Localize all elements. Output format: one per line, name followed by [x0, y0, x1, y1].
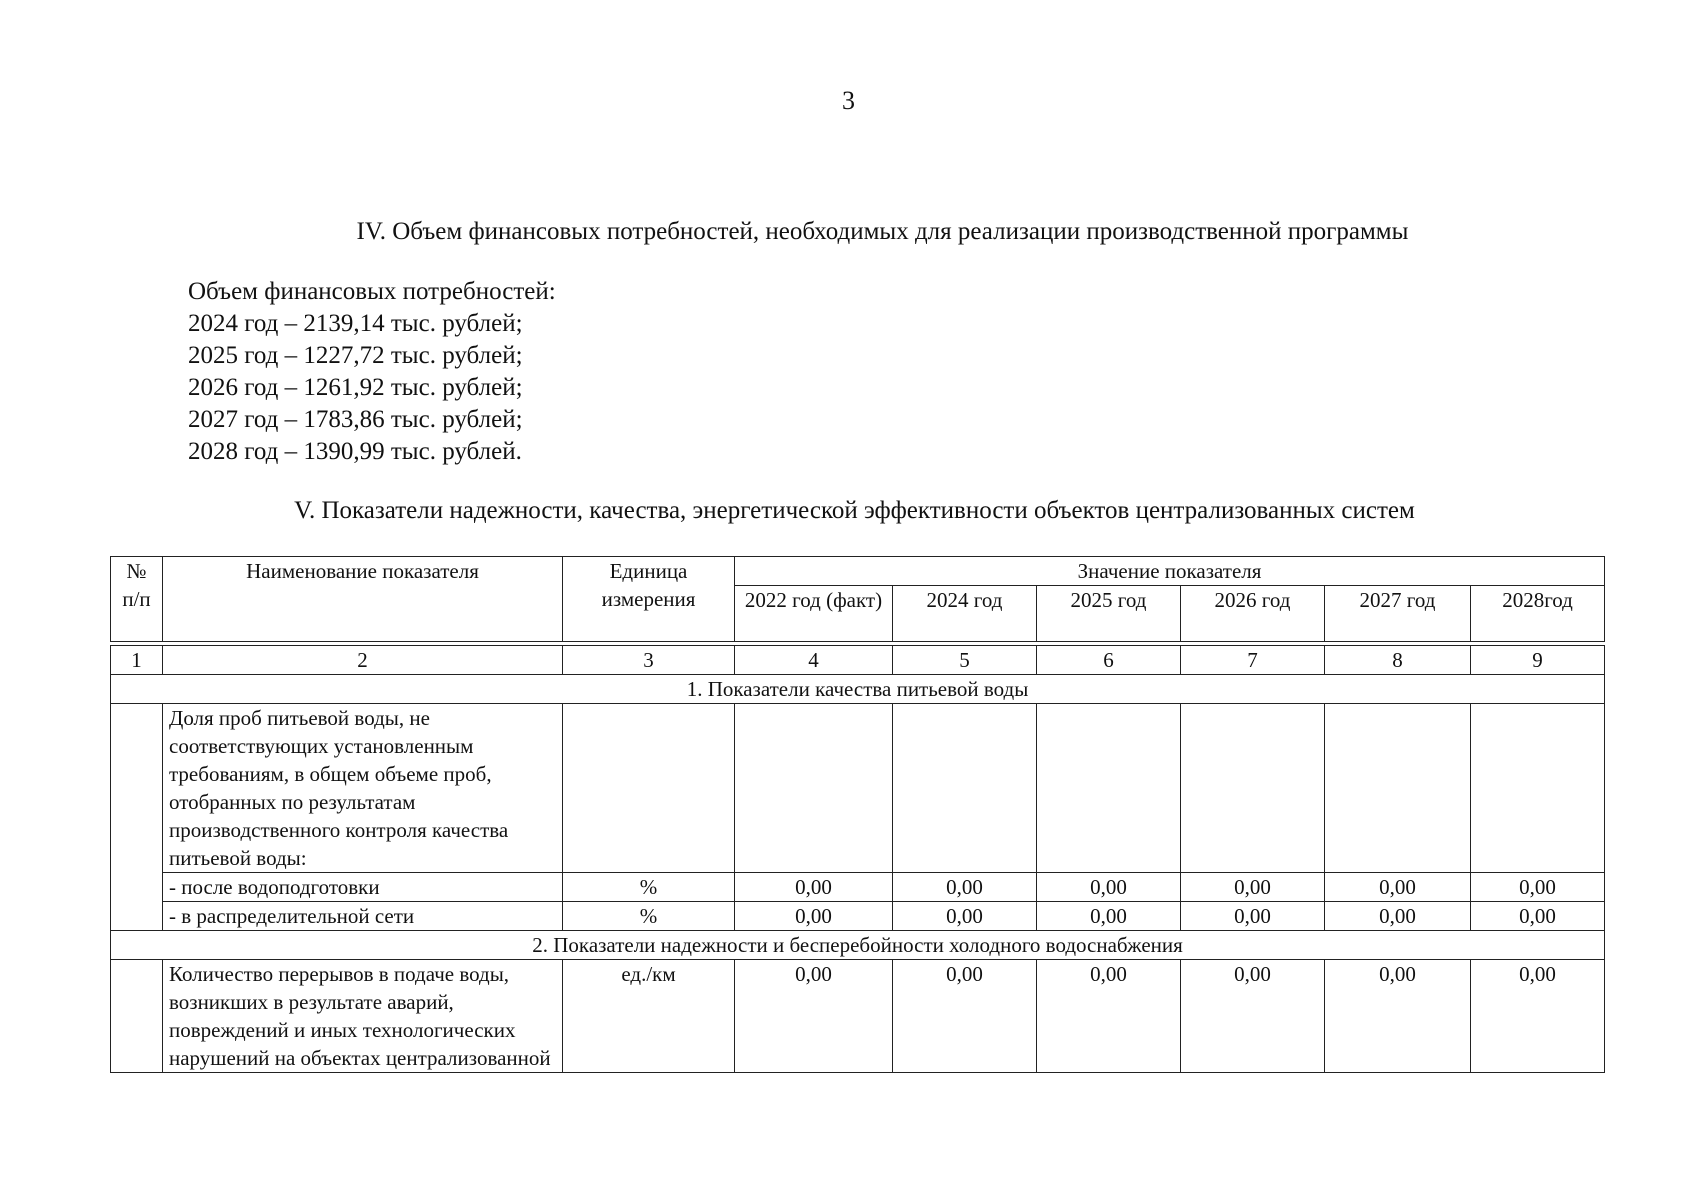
- indicator-value: 0,00: [1037, 873, 1181, 902]
- row-num-cell: [111, 704, 163, 931]
- indicator-name: Количество перерывов в подаче воды, возникших в результате аварий, повреждений и иных технологических нарушений на объектах централизованной: [163, 960, 563, 1073]
- financial-needs-line: 2025 год – 1227,72 тыс. рублей;: [188, 342, 523, 369]
- column-number: 1: [111, 646, 163, 675]
- indicator-unit: %: [563, 902, 735, 931]
- financial-needs-intro: Объем финансовых потребностей:: [188, 278, 556, 305]
- indicator-value: 0,00: [893, 873, 1037, 902]
- indicator-value: 0,00: [1325, 873, 1471, 902]
- indicator-value: 0,00: [1037, 960, 1181, 1073]
- section-v-title: V. Показатели надежности, качества, энергетической эффективности объектов централизованных систем: [294, 497, 1415, 524]
- indicator-value: 0,00: [893, 960, 1037, 1073]
- column-number: 4: [735, 646, 893, 675]
- column-number: 8: [1325, 646, 1471, 675]
- financial-needs-line: 2027 год – 1783,86 тыс. рублей;: [188, 406, 523, 433]
- financial-needs-line: 2024 год – 2139,14 тыс. рублей;: [188, 310, 523, 337]
- empty-cell: [1181, 704, 1325, 873]
- header-year: 2022 год (факт): [735, 586, 893, 642]
- header-num: № п/п: [111, 557, 163, 642]
- empty-cell: [735, 704, 893, 873]
- column-number: 7: [1181, 646, 1325, 675]
- section-1-title: 1. Показатели качества питьевой воды: [111, 675, 1605, 704]
- column-number: 3: [563, 646, 735, 675]
- column-number: 9: [1471, 646, 1605, 675]
- empty-cell: [563, 704, 735, 873]
- column-number: 6: [1037, 646, 1181, 675]
- table-row: [111, 960, 1605, 1073]
- table-row: [111, 873, 1605, 902]
- indicator-value: 0,00: [735, 902, 893, 931]
- column-number-row: [111, 646, 1605, 675]
- indicator-value: 0,00: [1325, 960, 1471, 1073]
- table-row: [111, 902, 1605, 931]
- financial-needs-list: [188, 276, 556, 468]
- header-year: 2028год: [1471, 586, 1605, 642]
- indicator-value: 0,00: [1471, 873, 1605, 902]
- section-heading-row: [111, 675, 1605, 704]
- header-year: 2026 год: [1181, 586, 1325, 642]
- indicator-value: 0,00: [1471, 960, 1605, 1073]
- indicator-unit: ед./км: [563, 960, 735, 1073]
- indicator-value: 0,00: [893, 902, 1037, 931]
- indicator-value: 0,00: [1471, 902, 1605, 931]
- header-unit: Единица измерения: [563, 557, 735, 642]
- table-header-row: [111, 557, 1605, 586]
- column-number: 5: [893, 646, 1037, 675]
- header-year: 2027 год: [1325, 586, 1471, 642]
- indicator-unit: %: [563, 873, 735, 902]
- indicator-value: 0,00: [1181, 902, 1325, 931]
- empty-cell: [893, 704, 1037, 873]
- indicator-value: 0,00: [1181, 960, 1325, 1073]
- empty-cell: [1325, 704, 1471, 873]
- section-heading-row: [111, 931, 1605, 960]
- indicator-name: - в распределительной сети: [163, 902, 563, 931]
- empty-cell: [1471, 704, 1605, 873]
- indicator-name: - после водоподготовки: [163, 873, 563, 902]
- table-row: [111, 704, 1605, 873]
- indicators-table: [110, 556, 1605, 1073]
- indicator-description: Доля проб питьевой воды, не соответствующих установленным требованиям, в общем объеме проб, отобранных по результатам производственного контроля качества питьевой воды:: [163, 704, 563, 873]
- indicator-value: 0,00: [1037, 902, 1181, 931]
- financial-needs-line: 2028 год – 1390,99 тыс. рублей.: [188, 438, 522, 465]
- row-num-cell: [111, 960, 163, 1073]
- header-name: Наименование показателя: [163, 557, 563, 642]
- empty-cell: [1037, 704, 1181, 873]
- section-iv-title: IV. Объем финансовых потребностей, необходимых для реализации производственной программы: [356, 218, 1409, 245]
- page-number: 3: [842, 86, 855, 115]
- indicator-value: 0,00: [735, 873, 893, 902]
- header-year: 2024 год: [893, 586, 1037, 642]
- financial-needs-line: 2026 год – 1261,92 тыс. рублей;: [188, 374, 523, 401]
- column-number: 2: [163, 646, 563, 675]
- header-year: 2025 год: [1037, 586, 1181, 642]
- indicator-value: 0,00: [1325, 902, 1471, 931]
- indicator-value: 0,00: [1181, 873, 1325, 902]
- indicator-value: 0,00: [735, 960, 893, 1073]
- section-2-title: 2. Показатели надежности и бесперебойности холодного водоснабжения: [111, 931, 1605, 960]
- header-value: Значение показателя: [735, 557, 1605, 586]
